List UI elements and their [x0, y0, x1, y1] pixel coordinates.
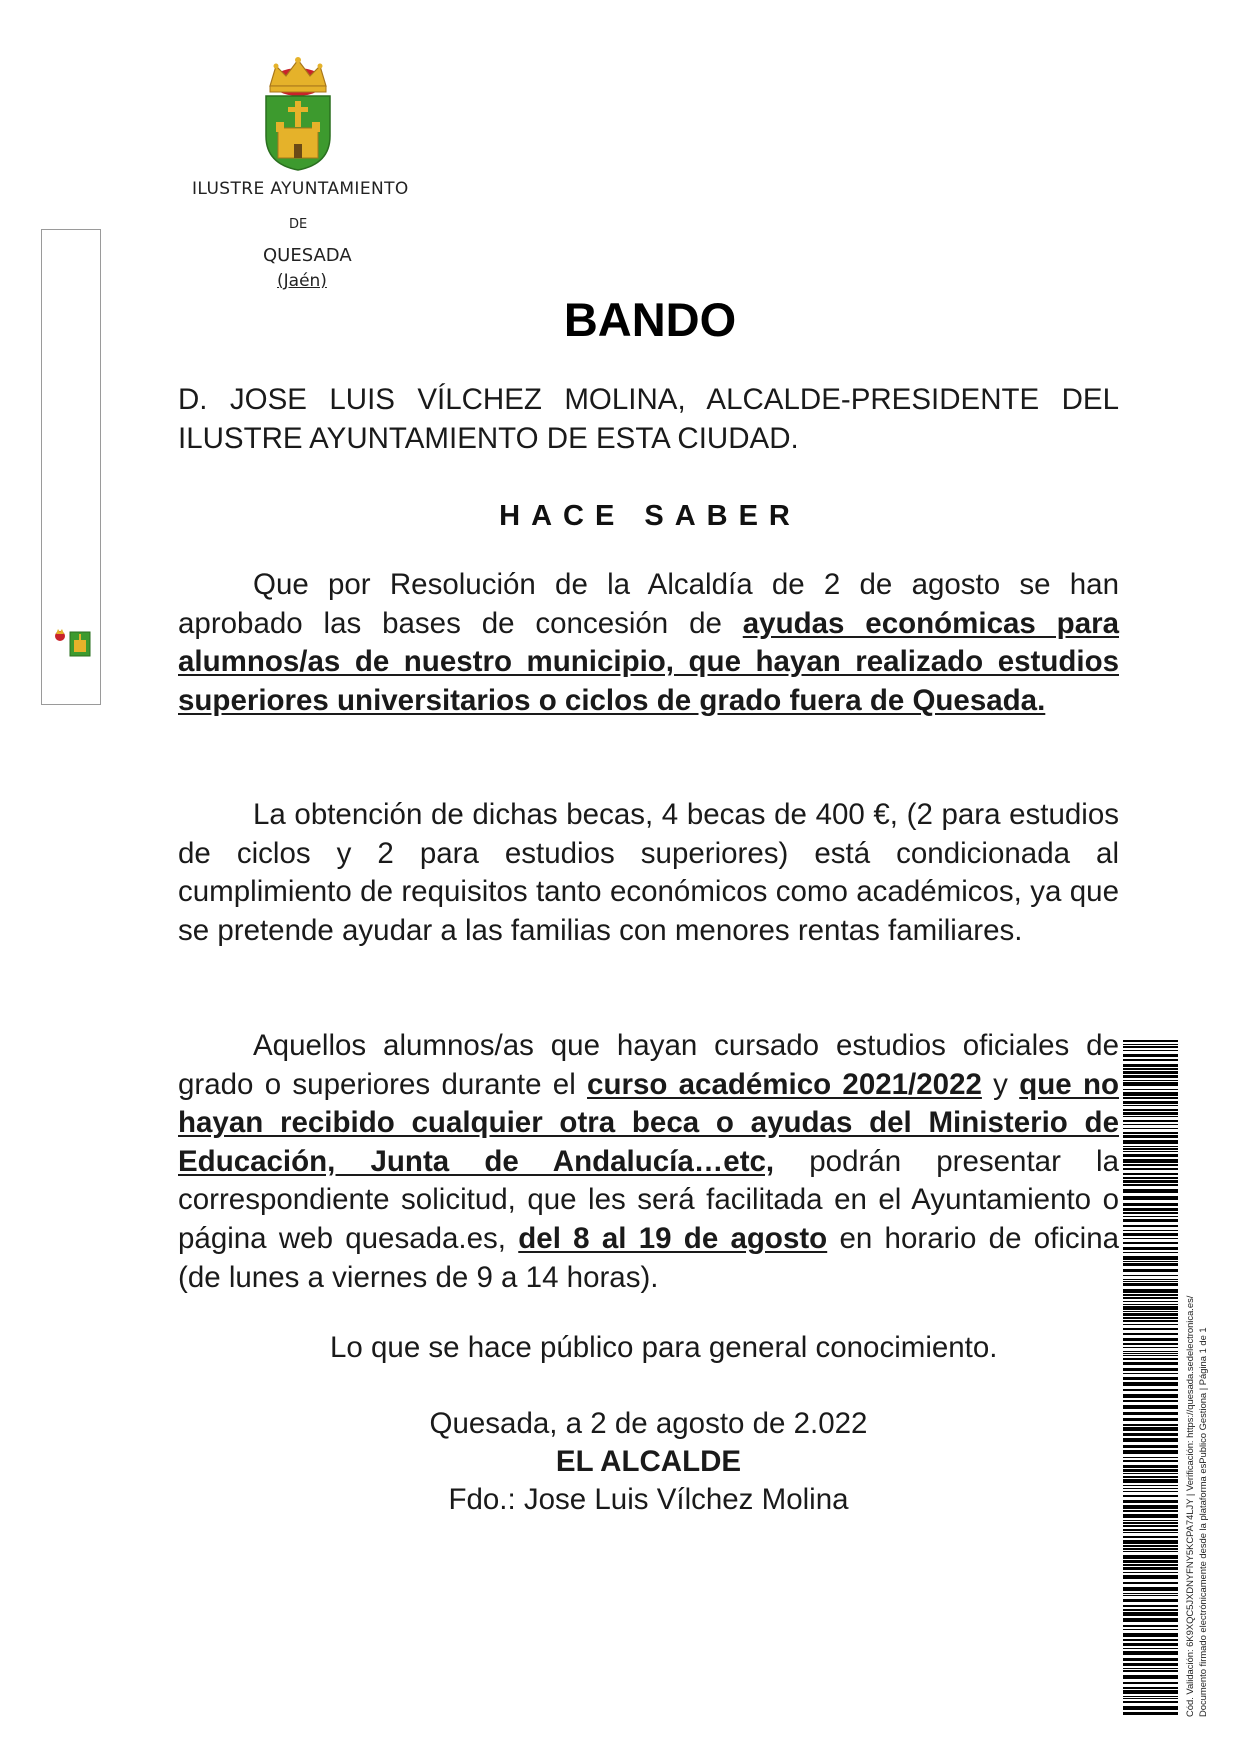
barcode-bar: [1123, 1595, 1178, 1596]
barcode-bar: [1123, 1164, 1178, 1166]
barcode-bar: [1123, 1668, 1178, 1669]
barcode-bar: [1123, 1625, 1178, 1627]
barcode-bar: [1123, 1075, 1178, 1078]
barcode-bar: [1123, 1046, 1178, 1048]
barcode-bar: [1123, 1529, 1178, 1531]
barcode-bar: [1123, 1064, 1178, 1067]
stamp-crest-icon: [52, 626, 96, 660]
barcode-bar: [1123, 1304, 1178, 1305]
validation-line-1: Cód. Validación: 6K9XQC5JXDNYFNY5KCPA74LJY | Verificación: https://quesada.sedelectronica.es/: [1184, 1295, 1195, 1717]
barcode-bar: [1123, 1297, 1178, 1299]
barcode-bar: [1123, 1283, 1178, 1286]
header-line-4: (Jaén): [277, 271, 327, 291]
barcode-bar: [1123, 1643, 1178, 1646]
barcode-bar: [1123, 1698, 1178, 1699]
header-line-1: ILUSTRE AYUNTAMIENTO: [192, 179, 409, 199]
date-line: Quesada, a 2 de agosto de 2.022: [429, 1407, 868, 1440]
barcode-bar: [1123, 1633, 1178, 1637]
barcode-bar: [1123, 1154, 1178, 1157]
barcode-bar: [1123, 1469, 1178, 1472]
barcode-bar: [1123, 1663, 1178, 1666]
intro-paragraph: D. JOSE LUIS VÍLCHEZ MOLINA, ALCALDE-PRESIDENTE DEL ILUSTRE AYUNTAMIENTO DE ESTA CIUDAD.: [178, 383, 1119, 455]
barcode-bar: [1123, 1609, 1178, 1611]
barcode-bar: [1123, 1128, 1178, 1129]
barcode-bar: [1123, 1675, 1178, 1679]
p3-bold-3: del 8 al 19 de agosto: [518, 1221, 828, 1255]
barcode-bar: [1123, 1522, 1178, 1524]
barcode-bar: [1123, 1343, 1178, 1345]
barcode-bar: [1123, 1433, 1178, 1436]
barcode-bar: [1123, 1311, 1178, 1312]
barcode-bar: [1123, 1540, 1178, 1544]
p3-bold-2: que no hayan recibido cualquier otra beca o ayudas del Ministerio de Educación, Junta de Andalucía…etc,: [178, 1067, 1119, 1178]
barcode-bar: [1123, 1040, 1178, 1042]
barcode-bar: [1123, 1476, 1178, 1478]
barcode-bar: [1123, 1219, 1178, 1222]
barcode-bar: [1123, 1532, 1178, 1533]
barcode-bar: [1123, 1460, 1178, 1462]
barcode-bar: [1123, 1333, 1178, 1335]
barcode-bar: [1123, 1328, 1178, 1330]
barcode-bar: [1123, 1203, 1178, 1206]
barcode-bar: [1123, 1358, 1178, 1360]
barcode-bar: [1123, 1120, 1178, 1122]
barcode-bar: [1123, 1256, 1178, 1260]
barcode-bar: [1123, 1252, 1178, 1253]
barcode-bar: [1123, 1071, 1178, 1074]
header-line-3: QUESADA: [263, 245, 352, 266]
barcode-bar: [1123, 1279, 1178, 1280]
validation-line-2: Documento firmado electrónicamente desde la plataforma esPublico Gestiona | Página 1 de 1: [1196, 1327, 1208, 1717]
barcode-bar: [1123, 1140, 1178, 1144]
barcode-bar: [1123, 1132, 1178, 1134]
closing-line: Lo que se hace público para general conocimiento.: [330, 1331, 998, 1364]
barcode-bar: [1123, 1351, 1178, 1352]
barcode-bar: [1123, 1427, 1178, 1431]
barcode-bar: [1123, 1146, 1178, 1147]
barcode-bar: [1123, 1168, 1178, 1170]
barcode-bar: [1123, 1059, 1178, 1061]
barcode-bar: [1123, 1639, 1178, 1641]
barcode-bar: [1123, 1629, 1178, 1630]
barcode-bar: [1123, 1112, 1178, 1115]
barcode-bar: [1123, 1555, 1178, 1559]
p3-text-4: en horario de oficina (de lunes a viernes de 9 a 14 horas).: [178, 1221, 1120, 1294]
barcode-bar: [1123, 1491, 1178, 1492]
barcode-bar: [1123, 1177, 1178, 1179]
p1-text: Que por Resolución de la Alcaldía de 2 de agosto se han aprobado las bases de concesión de: [178, 568, 1119, 640]
barcode-bar: [1123, 1289, 1178, 1293]
document-title: BANDO: [563, 293, 737, 346]
barcode-bar: [1123, 1587, 1178, 1591]
coat-of-arms-logo: [258, 56, 338, 172]
barcode-bar: [1123, 1488, 1178, 1489]
barcode-bar: [1123, 1317, 1178, 1319]
barcode-bar: [1123, 1101, 1178, 1104]
barcode-bar: [1123, 1473, 1178, 1474]
barcode-bar: [1123, 1618, 1178, 1622]
barcode-bar: [1123, 1159, 1178, 1163]
barcode: [1123, 1040, 1178, 1716]
barcode-bar: [1123, 1247, 1178, 1250]
barcode-bar: [1123, 1233, 1178, 1236]
p1-bold: ayudas económicas para alumnos/as de nuestro municipio, que hayan realizado estudios superiores universitarios o ciclos de grado fuera de Quesada.: [178, 606, 1119, 717]
barcode-bar: [1123, 1347, 1178, 1348]
barcode-bar: [1123, 1135, 1178, 1138]
barcode-bar: [1123, 1567, 1178, 1570]
barcode-bar: [1123, 1261, 1178, 1262]
barcode-bar: [1123, 1670, 1178, 1672]
barcode-bar: [1123, 1536, 1178, 1538]
barcode-bar: [1123, 1445, 1178, 1448]
barcode-bar: [1123, 1701, 1178, 1703]
barcode-bar: [1123, 1355, 1178, 1356]
barcode-bar: [1123, 1510, 1178, 1512]
paragraph-3: [178, 1027, 1119, 1297]
barcode-bar: [1123, 1651, 1178, 1655]
barcode-bar: [1123, 1189, 1178, 1193]
signer-name: Fdo.: Jose Luis Vílchez Molina: [448, 1483, 849, 1516]
barcode-bar: [1123, 1582, 1178, 1584]
barcode-bar: [1123, 1438, 1178, 1442]
barcode-bar: [1123, 1313, 1178, 1316]
barcode-bar: [1123, 1068, 1178, 1070]
barcode-bar: [1123, 1301, 1178, 1302]
barcode-bar: [1123, 1080, 1178, 1081]
barcode-bar: [1123, 1564, 1178, 1566]
barcode-bar: [1123, 1500, 1178, 1503]
barcode-bar: [1123, 1457, 1178, 1458]
barcode-bar: [1123, 1044, 1178, 1045]
barcode-bar: [1123, 1377, 1178, 1380]
barcode-bar: [1123, 1368, 1178, 1371]
barcode-bar: [1123, 1658, 1178, 1661]
barcode-bar: [1123, 1424, 1178, 1426]
barcode-bar: [1123, 1173, 1178, 1175]
barcode-bar: [1123, 1362, 1178, 1365]
barcode-bar: [1123, 1560, 1178, 1563]
barcode-bar: [1123, 1548, 1178, 1550]
barcode-bar: [1123, 1551, 1178, 1552]
barcode-bar: [1123, 1089, 1178, 1090]
barcode-bar: [1123, 1495, 1178, 1497]
p3-text-1: Aquellos alumnos/as que hayan cursado estudios oficiales de grado o superiores durante el: [178, 1029, 1119, 1101]
barcode-bar: [1123, 1479, 1178, 1483]
barcode-bar: [1123, 1520, 1178, 1521]
barcode-bar: [1123, 1450, 1178, 1454]
barcode-bar: [1123, 1180, 1178, 1183]
barcode-bar: [1123, 1593, 1178, 1594]
paragraph-1: [178, 566, 1119, 720]
barcode-bar: [1123, 1687, 1178, 1689]
barcode-bar: [1123, 1465, 1178, 1468]
p3-text-2: y: [981, 1067, 1020, 1101]
p3-bold-1: curso académico 2021/2022: [587, 1067, 982, 1101]
barcode-bar: [1123, 1116, 1178, 1117]
barcode-bar: [1123, 1054, 1178, 1057]
barcode-bar: [1123, 1612, 1178, 1616]
barcode-bar: [1123, 1097, 1178, 1099]
barcode-bar: [1123, 1148, 1178, 1150]
barcode-bar: [1123, 1353, 1178, 1354]
barcode-bar: [1123, 1485, 1178, 1486]
barcode-bar: [1123, 1525, 1178, 1527]
barcode-bar: [1123, 1242, 1178, 1244]
barcode-bar: [1123, 1545, 1178, 1547]
barcode-bar: [1123, 1092, 1178, 1096]
barcode-bar: [1123, 1263, 1178, 1266]
barcode-bar: [1123, 1505, 1178, 1509]
paragraph-2: La obtención de dichas becas, 4 becas de 400 €, (2 para estudios de ciclos y 2 para estudios superiores) está condicionada al cumplimiento de requisitos tanto económicos como académicos, ya que se pretende ayudar a las familias con menores rentas familiares.: [178, 798, 1119, 947]
barcode-bar: [1123, 1696, 1178, 1697]
barcode-bar: [1123, 1208, 1178, 1211]
validation-text: [1184, 1017, 1209, 1717]
barcode-bar: [1123, 1212, 1178, 1214]
barcode-bar: [1123, 1306, 1178, 1310]
barcode-bar: [1123, 1405, 1178, 1409]
barcode-bar: [1123, 1382, 1178, 1386]
barcode-bar: [1123, 1575, 1178, 1579]
barcode-bar: [1123, 1230, 1178, 1231]
barcode-bar: [1123, 1648, 1178, 1649]
signer-title: EL ALCALDE: [555, 1445, 742, 1478]
barcode-bar: [1123, 1514, 1178, 1518]
barcode-bar: [1123, 1373, 1178, 1374]
barcode-bar: [1123, 1389, 1178, 1391]
barcode-bar: [1123, 1682, 1178, 1684]
barcode-bar: [1123, 1320, 1178, 1322]
barcode-bar: [1123, 1216, 1178, 1217]
barcode-bar: [1123, 1412, 1178, 1415]
barcode-bar: [1123, 1238, 1178, 1239]
barcode-bar: [1123, 1269, 1178, 1272]
barcode-bar: [1123, 1599, 1178, 1602]
barcode-bar: [1123, 1572, 1178, 1573]
barcode-bar: [1123, 1184, 1178, 1186]
barcode-bar: [1123, 1706, 1178, 1710]
barcode-bar: [1123, 1151, 1178, 1152]
barcode-bar: [1123, 1124, 1178, 1125]
p3-text-3: podrán presentar la correspondiente solicitud, que les será facilitada en el Ayuntamiento o página web quesada.es,: [178, 1144, 1119, 1255]
barcode-bar: [1123, 1690, 1178, 1694]
barcode-bar: [1123, 1225, 1178, 1227]
header-line-2: DE: [289, 217, 308, 232]
barcode-bar: [1123, 1712, 1178, 1715]
barcode-bar: [1123, 1324, 1178, 1325]
barcode-bar: [1123, 1294, 1178, 1296]
barcode-bar: [1123, 1196, 1178, 1200]
barcode-bar: [1123, 1275, 1178, 1276]
barcode-bar: [1123, 1400, 1178, 1402]
barcode-bar: [1123, 1338, 1178, 1341]
barcode-bar: [1123, 1605, 1178, 1607]
barcode-bar: [1123, 1394, 1178, 1398]
barcode-bar: [1123, 1082, 1178, 1086]
barcode-bar: [1123, 1109, 1178, 1111]
barcode-bar: [1123, 1281, 1178, 1282]
barcode-bar: [1123, 1418, 1178, 1421]
hace-saber-heading: HACE SABER: [499, 500, 801, 532]
barcode-bar: [1123, 1105, 1178, 1106]
barcode-bar: [1123, 1050, 1178, 1051]
